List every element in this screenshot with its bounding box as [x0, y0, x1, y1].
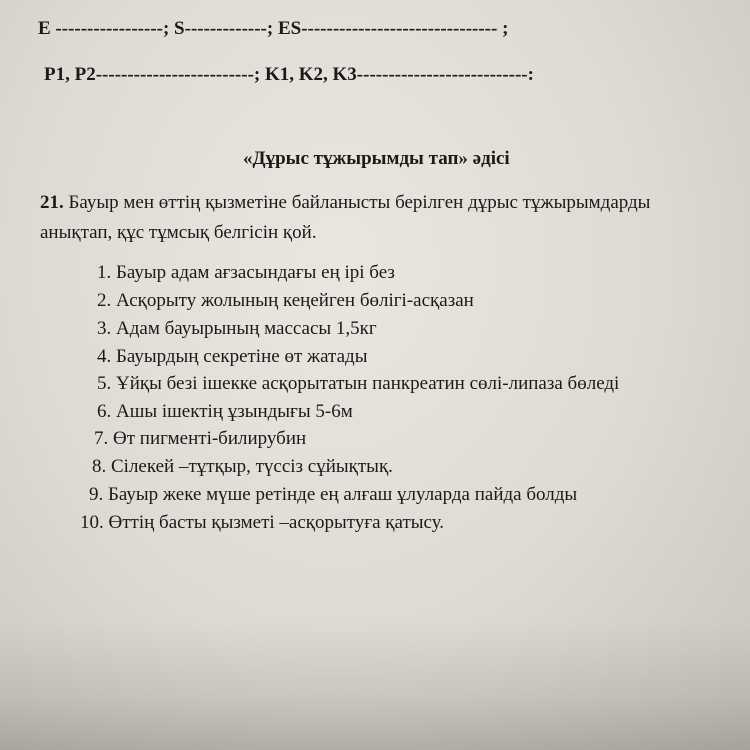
list-item-text: Өттің басты қызметі –асқорытуға қатысу.	[108, 512, 445, 533]
list-item-number: 1.	[97, 262, 112, 283]
list-item-number: 3.	[97, 318, 112, 339]
list-item	[89, 484, 577, 506]
list-item-text: Сілекей –тұтқыр, түссіз сұйықтық.	[111, 456, 393, 477]
list-item-text: Бауыр жеке мүше ретінде ең алғаш ұлуларда пайда болды	[108, 484, 578, 505]
list-item-number: 8.	[92, 456, 107, 477]
list-item	[80, 512, 444, 534]
list-item-number: 4.	[97, 346, 112, 367]
list-item-text: Адам бауырының массасы 1,5кг	[116, 318, 377, 339]
blanks-line-1: E -----------------; S-------------; ES------------------------------- ;	[38, 18, 509, 39]
list-item-number: 9.	[89, 484, 104, 505]
list-item-text: Өт пигменті-билирубин	[113, 428, 307, 449]
list-item-text: Бауыр адам ағзасындағы ең ірі без	[116, 262, 395, 283]
question-text-line-1: Бауыр мен өттің қызметіне байланысты берілген дұрыс тұжырымдарды	[68, 192, 651, 213]
list-item-number: 5.	[97, 373, 112, 394]
list-item	[92, 456, 393, 478]
list-item	[97, 290, 474, 312]
list-item-text: Ұйқы безі ішекке асқорытатын панкреатин сөлі-липаза бөледі	[116, 373, 620, 394]
list-item	[97, 318, 377, 340]
list-item-text: Ашы ішектің ұзындығы 5-6м	[116, 401, 353, 422]
list-item	[94, 428, 306, 450]
list-item	[97, 373, 619, 395]
list-item-text: Асқорыту жолының кеңейген бөлігі-асқазан	[116, 290, 474, 311]
list-item-number: 10.	[80, 512, 104, 533]
list-item-text: Бауырдың секретіне өт жатады	[116, 346, 368, 367]
blanks-line-2: P1, P2-------------------------; K1, K2, K3---------------------------:	[44, 64, 534, 85]
list-item	[97, 346, 367, 368]
question-number: 21.	[40, 192, 64, 213]
page-shadow	[0, 620, 750, 750]
list-item	[97, 262, 395, 284]
list-item-number: 2.	[97, 290, 112, 311]
list-item-number: 6.	[97, 401, 112, 422]
list-item	[97, 401, 353, 423]
question-text-line-2: анықтап, құс тұмсық белгісін қой.	[40, 222, 317, 243]
question-line-1	[40, 192, 650, 214]
method-title: «Дұрыс тұжырымды тап» әдісі	[243, 148, 510, 169]
list-item-number: 7.	[94, 428, 109, 449]
